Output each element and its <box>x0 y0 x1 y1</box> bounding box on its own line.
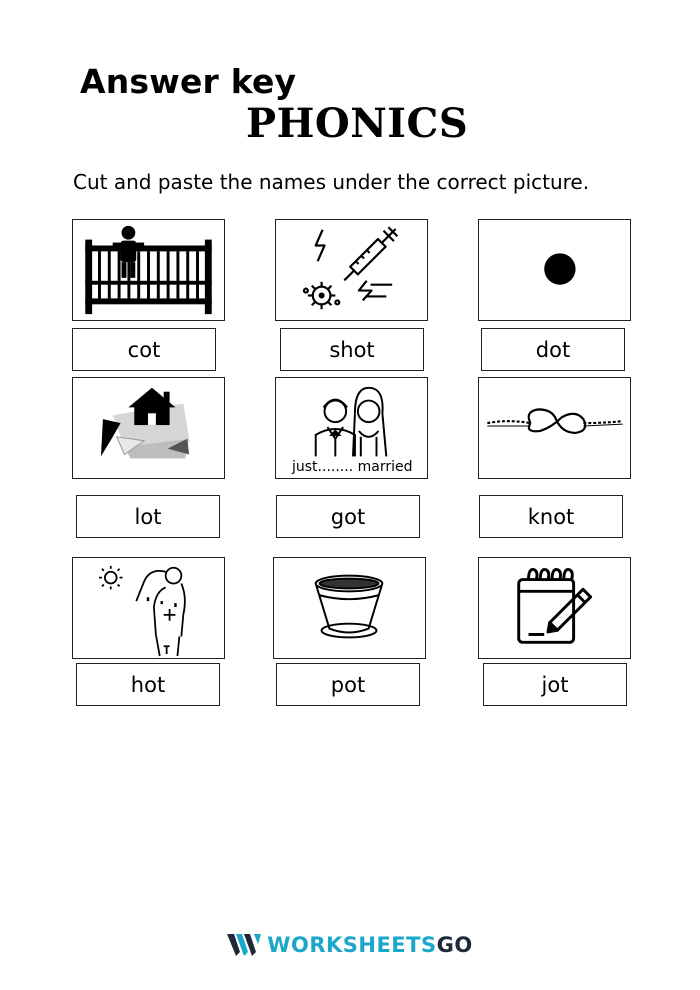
flower-pot-icon <box>274 558 425 658</box>
picture-box-pot <box>273 557 426 659</box>
picture-box-knot <box>478 377 631 479</box>
picture-box-hot <box>72 557 225 659</box>
rope-knot-icon <box>479 378 630 478</box>
footer-brand <box>0 932 700 958</box>
syringe-virus-icon <box>276 220 427 320</box>
picture-box-cot <box>72 219 225 321</box>
picture-box-shot <box>275 219 428 321</box>
word-card-dot[interactable]: dot <box>481 328 625 371</box>
brand-name-part2: GO <box>436 933 473 957</box>
page-title: PHONICS <box>246 100 469 147</box>
picture-caption: just........ married <box>292 459 413 475</box>
picture-box-jot <box>478 557 631 659</box>
sun-sweating-man-icon <box>73 558 224 658</box>
word-card-cot[interactable]: cot <box>72 328 216 371</box>
notepad-pencil-icon <box>479 558 630 658</box>
crib-icon <box>73 220 224 320</box>
word-card-jot[interactable]: jot <box>483 663 627 706</box>
dot-icon <box>479 220 630 320</box>
word-card-got[interactable]: got <box>276 495 420 538</box>
word-card-pot[interactable]: pot <box>276 663 420 706</box>
answer-key-heading: Answer key <box>80 62 297 101</box>
word-card-hot[interactable]: hot <box>76 663 220 706</box>
instructions-text: Cut and paste the names under the correct picture. <box>73 170 590 194</box>
picture-box-got <box>275 377 428 479</box>
picture-box-dot <box>478 219 631 321</box>
house-on-land-icon <box>73 378 224 478</box>
word-card-shot[interactable]: shot <box>280 328 424 371</box>
word-card-lot[interactable]: lot <box>76 495 220 538</box>
worksheetsgo-logo-icon <box>227 932 261 958</box>
brand-name-part1: WORKSHEETS <box>267 933 437 957</box>
picture-box-lot <box>72 377 225 479</box>
brand-name <box>267 933 472 957</box>
word-card-knot[interactable]: knot <box>479 495 623 538</box>
